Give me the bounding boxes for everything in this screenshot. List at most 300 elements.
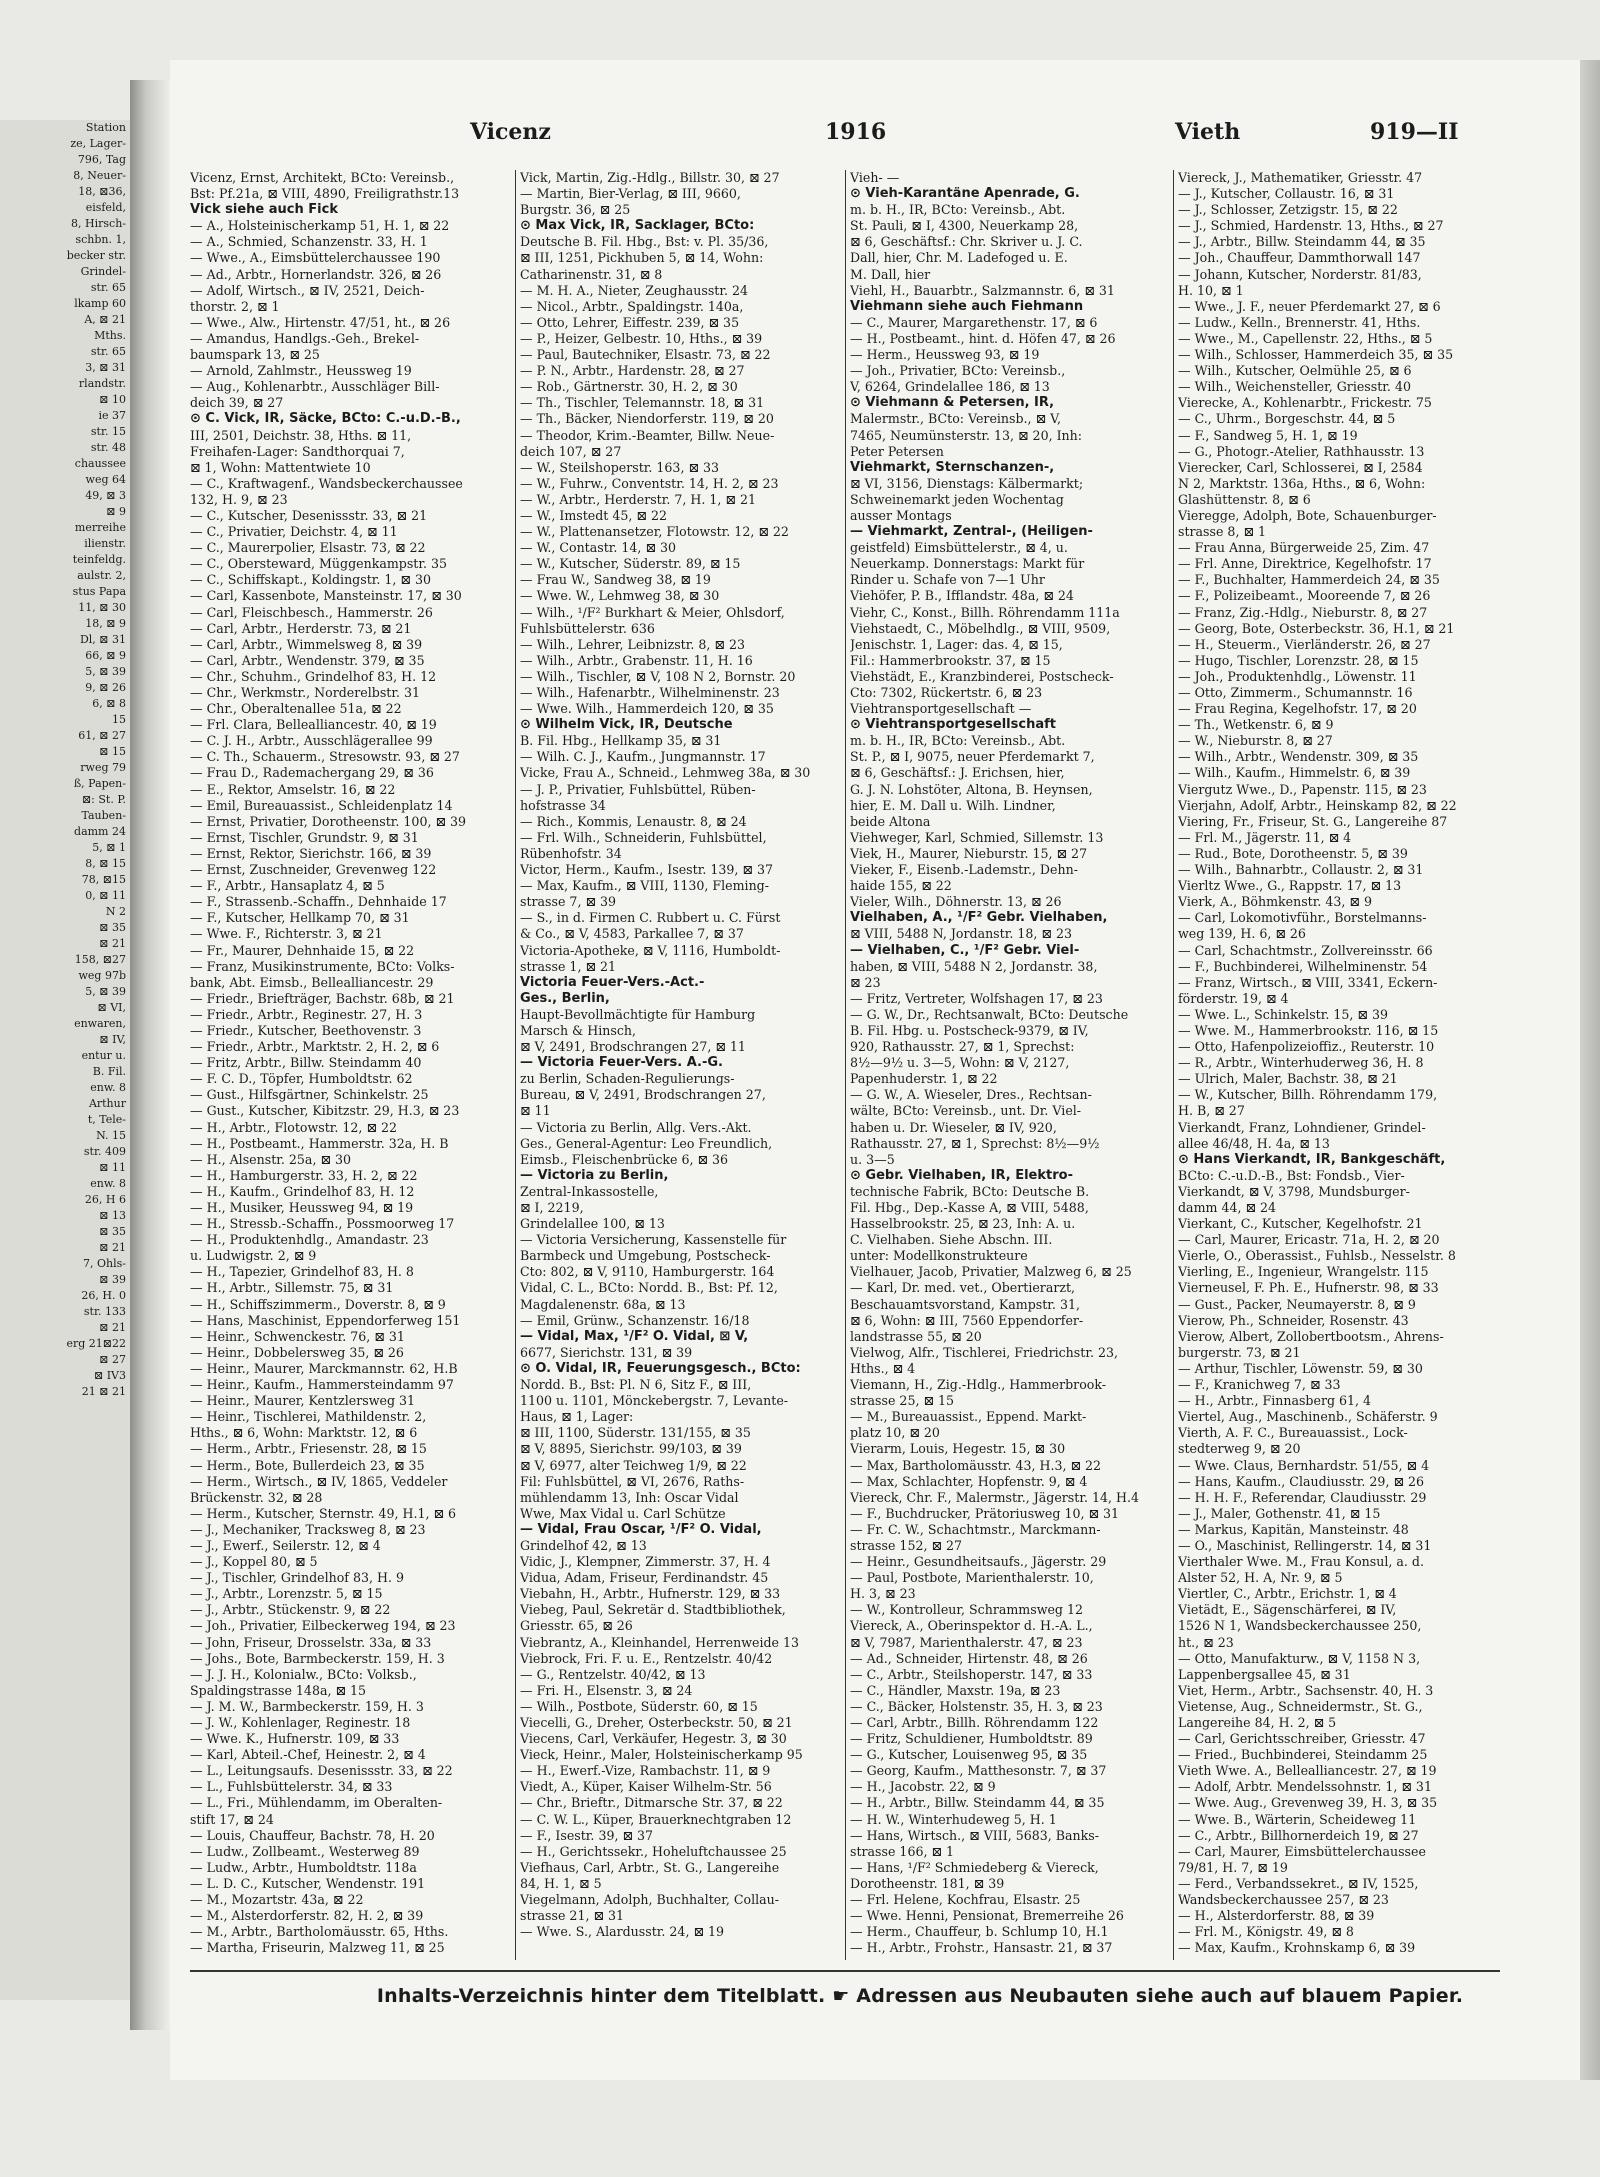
directory-entry: Papenhuderstr. 1, ⊠ 22 xyxy=(850,1071,998,1087)
directory-entry: — H., Arbtr., Finnasberg 61, 4 xyxy=(1178,1393,1372,1409)
directory-entry: — Vidal, Frau Oscar, ¹/F² O. Vidal, xyxy=(520,1521,762,1537)
directory-entry: N 2, Marktstr. 136a, Hths., ⊠ 6, Wohn: xyxy=(1178,475,1426,491)
directory-entry: — J., Arbtr., Billw. Steindamm 44, ⊠ 35 xyxy=(1178,234,1426,250)
directory-entry: — Carl, Arbtr., Billh. Röhrendamm 122 xyxy=(850,1715,1099,1730)
directory-entry: — C., Händler, Maxstr. 19a, ⊠ 23 xyxy=(850,1682,1061,1698)
directory-entry: Haupt-Bevollmächtigte für Hamburg xyxy=(520,1006,756,1022)
directory-entry: — Rob., Gärtnerstr. 30, H. 2, ⊠ 30 xyxy=(520,379,738,395)
directory-entry: — Heinr., Kaufm., Hammersteindamm 97 xyxy=(190,1377,454,1393)
directory-entry: Vierling, E., Ingenieur, Wrangelstr. 115 xyxy=(1178,1264,1429,1280)
footer-rule xyxy=(190,1970,1500,1972)
directory-entry: — Carl, Fleischbesch., Hammerstr. 26 xyxy=(190,604,433,620)
directory-entry: bank, Abt. Eimsb., Bellealliancestr. 29 xyxy=(190,974,434,990)
left-page-fragment: 21 ⊠ 21 xyxy=(81,1385,126,1398)
left-page-fragment: 26, H. 0 xyxy=(81,1289,126,1302)
directory-entry: — Ernst, Tischler, Grundstr. 9, ⊠ 31 xyxy=(190,829,419,845)
directory-entry: Vierarm, Louis, Hegestr. 15, ⊠ 30 xyxy=(850,1441,1066,1457)
left-page-fragment: aulstr. 2, xyxy=(77,569,126,582)
left-page-fragment: Station xyxy=(85,121,126,134)
directory-entry: platz 10, ⊠ 20 xyxy=(850,1425,940,1441)
page-header xyxy=(190,115,1480,155)
directory-entry: strasse 166, ⊠ 1 xyxy=(850,1843,955,1859)
directory-entry: B. Fil. Hbg. u. Postscheck-9379, ⊠ IV, xyxy=(850,1022,1089,1038)
directory-entry: Burgstr. 36, ⊠ 25 xyxy=(520,202,631,218)
directory-entry: — Wwe. Henni, Pensionat, Bremerreihe 26 xyxy=(850,1908,1124,1924)
directory-entry: Viebeg, Paul, Sekretär d. Stadtbibliothek, xyxy=(520,1602,786,1618)
directory-entry: — Ludw., Zollbeamt., Westerweg 89 xyxy=(190,1843,420,1859)
directory-entry: — Heinr., Maurer, Kentzlersweg 31 xyxy=(190,1393,416,1409)
directory-entry: H. 10, ⊠ 1 xyxy=(1178,282,1244,298)
left-page-fragment: str. 48 xyxy=(90,441,126,454)
directory-entry: — A., Holsteinischerkamp 51, H. 1, ⊠ 22 xyxy=(190,218,450,234)
left-page-fragment: 3, ⊠ 31 xyxy=(85,361,126,374)
directory-entry: — Carl, Arbtr., Herderstr. 73, ⊠ 21 xyxy=(190,620,412,636)
directory-entry: — G., Rentzelstr. 40/42, ⊠ 13 xyxy=(520,1666,706,1682)
directory-entry: BCto: C.-u.D.-B., Bst: Fondsb., Vier- xyxy=(1178,1167,1405,1183)
directory-entry: — C., Maurerpolier, Elsastr. 73, ⊠ 22 xyxy=(190,540,426,556)
directory-entry: Vierjahn, Adolf, Arbtr., Heinskamp 82, ⊠ 22 xyxy=(1178,797,1457,813)
directory-entry: — Franz, Zig.-Hdlg., Nieburstr. 8, ⊠ 27 xyxy=(1178,604,1428,620)
left-page-fragment: 26, H 6 xyxy=(84,1193,126,1206)
left-page-fragment: rweg 79 xyxy=(80,761,126,774)
directory-entry: m. b. H., IR, BCto: Vereinsb., Abt. xyxy=(850,202,1066,218)
directory-entry: strasse 152, ⊠ 27 xyxy=(850,1537,963,1553)
directory-entry: — Markus, Kapitän, Mansteinstr. 48 xyxy=(1178,1521,1409,1537)
directory-entry: — Wilh., Kutscher, Oelmühle 25, ⊠ 6 xyxy=(1178,363,1412,379)
directory-entry: ⊙ Hans Vierkandt, IR, Bankgeschäft, xyxy=(1178,1151,1446,1167)
left-page-fragment: A, ⊠ 21 xyxy=(84,313,126,326)
directory-entry: ⊠ V, 2491, Brodschrangen 27, ⊠ 11 xyxy=(520,1039,746,1055)
directory-entry: 132, H. 9, ⊠ 23 xyxy=(190,491,288,507)
directory-entry: — Wilh., ¹/F² Burkhart & Meier, Ohlsdorf, xyxy=(520,604,785,620)
directory-entry: — F. C. D., Töpfer, Humboldtstr. 62 xyxy=(190,1071,413,1087)
directory-entry: ⊙ C. Vick, IR, Säcke, BCto: C.-u.D.-B., xyxy=(190,411,461,427)
directory-entry: 6677, Sierichstr. 131, ⊠ 39 xyxy=(520,1344,693,1360)
directory-entry: Cto: 7302, Rückertstr. 6, ⊠ 23 xyxy=(850,685,1043,700)
directory-entry: V, 6264, Grindelallee 186, ⊠ 13 xyxy=(850,379,1050,395)
directory-entry: Grindelhof 42, ⊠ 13 xyxy=(520,1537,647,1553)
directory-entry: Spaldingstrasse 148a, ⊠ 15 xyxy=(190,1682,367,1698)
directory-entry: Viehweger, Karl, Schmied, Sillemstr. 13 xyxy=(850,829,1104,845)
directory-entry: wälte, BCto: Vereinsb., unt. Dr. Viel- xyxy=(850,1103,1082,1119)
directory-entry: Vierkandt, ⊠ V, 3798, Mundsburger- xyxy=(1178,1183,1410,1199)
directory-entry: — L., Leitungsaufs. Desenissstr. 33, ⊠ 22 xyxy=(190,1763,453,1779)
left-page-fragment: stus Papa xyxy=(72,585,126,598)
directory-entry: — W., Kutscher, Billh. Röhrendamm 179, xyxy=(1178,1087,1438,1103)
directory-entry: — Fritz, Schuldiener, Humboldtstr. 89 xyxy=(850,1731,1093,1747)
directory-entry: Viek, H., Maurer, Nieburstr. 15, ⊠ 27 xyxy=(850,845,1088,861)
left-page-fragment: ⊠ 21 xyxy=(99,1321,126,1334)
directory-entry: — Chr., Oberaltenallee 51a, ⊠ 22 xyxy=(190,701,402,717)
right-page-edge xyxy=(1580,60,1600,2080)
left-page-fragment: Dl, ⊠ 31 xyxy=(79,633,126,646)
left-page-fragment: 66, ⊠ 9 xyxy=(85,649,126,662)
directory-entry: — J., Tischler, Grindelhof 83, H. 9 xyxy=(190,1570,405,1586)
left-page-fragment: 158, ⊠27 xyxy=(74,953,126,966)
directory-entry: — Ludw., Arbtr., Humboldtstr. 118a xyxy=(190,1859,417,1875)
directory-entry: Viebrock, Fri. F. u. E., Rentzelstr. 40/42 xyxy=(520,1650,773,1666)
directory-entry: — W., Nieburstr. 8, ⊠ 27 xyxy=(1178,733,1333,749)
directory-entry: Haus, ⊠ 1, Lager: xyxy=(520,1409,634,1425)
left-page-fragment: 8, ⊠ 15 xyxy=(85,857,126,870)
directory-entry: — Th., Bäcker, Niendorferstr. 119, ⊠ 20 xyxy=(520,411,774,427)
directory-entry: — H., Arbtr., Flotowstr. 12, ⊠ 22 xyxy=(190,1119,398,1135)
directory-entry: — Vielhaben, C., ¹/F² Gebr. Viel- xyxy=(850,942,1080,958)
directory-entry: — Carl, Maurer, Ericastr. 71a, H. 2, ⊠ 20 xyxy=(1178,1232,1440,1248)
directory-entry: — G., Kutscher, Louisenweg 95, ⊠ 35 xyxy=(850,1747,1088,1763)
directory-entry: Vierk, A., Böhmkenstr. 43, ⊠ 9 xyxy=(1178,894,1372,910)
left-page-fragment: eisfeld, xyxy=(85,201,126,214)
directory-entry: Vielwog, Alfr., Tischlerei, Friedrichstr. 23, xyxy=(850,1344,1118,1360)
directory-entry: — G. W., A. Wieseler, Dres., Rechtsan- xyxy=(850,1087,1092,1103)
directory-entry: — Herm., Chauffeur, b. Schlump 10, H.1 xyxy=(850,1924,1109,1940)
directory-entry: — Fri. H., Elsenstr. 3, ⊠ 24 xyxy=(520,1682,693,1698)
directory-entry: ⊠ 1, Wohn: Mattentwiete 10 xyxy=(190,459,371,475)
directory-entry: — Ludw., Kelln., Brennerstr. 41, Hths. xyxy=(1178,314,1421,330)
directory-entry: — F., Buchbinderei, Wilhelminenstr. 54 xyxy=(1178,958,1428,974)
column-divider xyxy=(845,170,846,1960)
directory-entry: — H., Jacobstr. 22, ⊠ 9 xyxy=(850,1779,996,1795)
directory-entry: Glashüttenstr. 8, ⊠ 6 xyxy=(1178,491,1311,507)
directory-entry: Freihafen-Lager: Sandthorquai 7, xyxy=(190,443,405,459)
directory-entry: — Ad., Arbtr., Hornerlandstr. 326, ⊠ 26 xyxy=(190,266,442,282)
directory-entry: ausser Montags xyxy=(850,507,952,523)
directory-entry: — Wwe. W., Lehmweg 38, ⊠ 30 xyxy=(520,588,720,604)
directory-entry: ⊠ V, 7987, Marienthalerstr. 47, ⊠ 23 xyxy=(850,1634,1083,1650)
directory-entry: H. B, ⊠ 27 xyxy=(1178,1103,1245,1119)
directory-entry: Vick, Martin, Zig.-Hdlg., Billstr. 30, ⊠ 27 xyxy=(520,170,780,185)
directory-entry: — Hans, Kaufm., Claudiusstr. 29, ⊠ 26 xyxy=(1178,1473,1425,1489)
left-page-fragment: ie 37 xyxy=(98,409,126,422)
directory-entry: — Emil, Bureauassist., Schleidenplatz 14 xyxy=(190,797,453,813)
directory-entry: ⊠ III, 1251, Pickhuben 5, ⊠ 14, Wohn: xyxy=(520,250,764,266)
left-page-fragment: 15 xyxy=(112,713,126,726)
directory-entry: Wwe, Max Vidal u. Carl Schütze xyxy=(520,1505,726,1521)
left-page-fragment: rlandstr. xyxy=(78,377,126,390)
directory-entry: — W., Kontrolleur, Schrammsweg 12 xyxy=(850,1602,1084,1618)
directory-entry: Brückenstr. 32, ⊠ 28 xyxy=(190,1489,323,1505)
directory-entry: weg 139, H. 6, ⊠ 26 xyxy=(1178,926,1306,942)
directory-entry: ⊠ 6, Wohn: ⊠ III, 7560 Eppendorfer- xyxy=(850,1312,1084,1328)
directory-entry: — Paul, Postbote, Marienthalerstr. 10, xyxy=(850,1570,1094,1586)
directory-entry: — C., Kraftwagenf., Wandsbeckerchaussee xyxy=(190,475,463,491)
directory-entry: — J., Kutscher, Collaustr. 16, ⊠ 31 xyxy=(1178,186,1395,202)
directory-entry: — J. W., Kohlenlager, Reginestr. 18 xyxy=(190,1715,411,1730)
directory-entry: — Max, Bartholomäusstr. 43, H.3, ⊠ 22 xyxy=(850,1457,1102,1473)
directory-entry: — F., Isestr. 39, ⊠ 37 xyxy=(520,1827,654,1843)
directory-entry: haide 155, ⊠ 22 xyxy=(850,878,952,894)
directory-entry: — Wwe., A., Eimsbüttelerchaussee 190 xyxy=(190,250,441,266)
directory-entry: — H., Arbtr., Billw. Steindamm 44, ⊠ 35 xyxy=(850,1795,1105,1811)
directory-entry: — Max, Schlachter, Hopfenstr. 9, ⊠ 4 xyxy=(850,1473,1088,1489)
directory-entry: — Wwe., J. F., neuer Pferdemarkt 27, ⊠ 6 xyxy=(1178,298,1441,314)
page-footer: Inhalts-Verzeichnis hinter dem Titelblatt. ☛ Adressen aus Neubauten siehe auch auf blauem Papier. xyxy=(376,1985,1464,2007)
directory-entry: deich 39, ⊠ 27 xyxy=(190,395,284,411)
directory-entry: Vielhaben, A., ¹/F² Gebr. Vielhaben, xyxy=(850,910,1108,926)
directory-entry: — Wilh., Tischler, ⊠ V, 108 N 2, Bornstr. 20 xyxy=(520,668,796,684)
directory-entry: 8½—9½ u. 3—5, Wohn: ⊠ V, 2127, xyxy=(850,1055,1070,1071)
directory-entry: — H., Hamburgerstr. 33, H. 2, ⊠ 22 xyxy=(190,1167,418,1183)
directory-entry: ⊠ V, 8895, Sierichstr. 99/103, ⊠ 39 xyxy=(520,1441,742,1457)
left-page-fragment: enw. 8 xyxy=(90,1177,126,1190)
directory-entry: Bureau, ⊠ V, 2491, Brodschrangen 27, xyxy=(520,1087,766,1103)
directory-entry: mühlendamm 13, Inh: Oscar Vidal xyxy=(520,1489,739,1505)
directory-entry: — W., Contastr. 14, ⊠ 30 xyxy=(520,540,677,556)
directory-entry: Nordd. B., Bst: Pl. N 6, Sitz F., ⊠ III, xyxy=(520,1377,752,1393)
left-page-fragment: teinfeldg. xyxy=(72,553,126,566)
directory-entry: — John, Friseur, Drosselstr. 33a, ⊠ 33 xyxy=(190,1634,432,1650)
directory-entry: — M., Alsterdorferstr. 82, H. 2, ⊠ 39 xyxy=(190,1908,424,1924)
directory-entry: — Arthur, Tischler, Löwenstr. 59, ⊠ 30 xyxy=(1178,1360,1423,1376)
directory-entry: strasse 8, ⊠ 1 xyxy=(1178,524,1267,540)
directory-entry: — Gust., Hilfsgärtner, Schinkelstr. 25 xyxy=(190,1087,429,1103)
directory-entry: technische Fabrik, BCto: Deutsche B. xyxy=(850,1183,1090,1199)
directory-entry: — Nicol., Arbtr., Spaldingstr. 140a, xyxy=(520,298,744,314)
directory-entry: — C., Bäcker, Holstenstr. 35, H. 3, ⊠ 23 xyxy=(850,1698,1103,1714)
directory-entry: geistfeld) Eimsbüttelerstr., ⊠ 4, u. xyxy=(850,540,1068,556)
directory-entry: landstrasse 55, ⊠ 20 xyxy=(850,1328,982,1344)
directory-entry: — F., Kranichweg 7, ⊠ 33 xyxy=(1178,1377,1341,1393)
directory-entry: 79/81, H. 7, ⊠ 19 xyxy=(1178,1859,1288,1875)
directory-page xyxy=(170,60,1580,2080)
directory-entry: allee 46/48, H. 4a, ⊠ 13 xyxy=(1178,1135,1330,1151)
directory-entry: — Frau Regina, Kegelhofstr. 17, ⊠ 20 xyxy=(1178,701,1417,717)
directory-entry: — Louis, Chauffeur, Bachstr. 78, H. 20 xyxy=(190,1827,435,1843)
directory-entry: — L. D. C., Kutscher, Wendenstr. 191 xyxy=(190,1875,426,1891)
directory-entry: — H., Kaufm., Grindelhof 83, H. 12 xyxy=(190,1183,415,1199)
directory-entry: — M., Bureauassist., Eppend. Markt- xyxy=(850,1409,1087,1425)
directory-entry: — Frau Anna, Bürgerweide 25, Zim. 47 xyxy=(1178,540,1430,556)
directory-entry: Fuhlsbüttelerstr. 636 xyxy=(520,620,655,636)
left-page-fragment: 11, ⊠ 30 xyxy=(78,601,126,614)
directory-entry: — H., Schiffszimmerm., Doverstr. 8, ⊠ 9 xyxy=(190,1296,446,1312)
left-page-fragment: 49, ⊠ 3 xyxy=(85,489,126,502)
directory-entry: Viergutz Wwe., D., Papenstr. 115, ⊠ 23 xyxy=(1178,781,1427,797)
directory-entry: 920, Rathausstr. 27, ⊠ 1, Sprechst: xyxy=(850,1039,1075,1055)
directory-entry: Vieh- — xyxy=(850,170,900,185)
directory-entry: Ges., Berlin, xyxy=(520,990,610,1006)
directory-entry: — Karl, Abteil.-Chef, Heinestr. 2, ⊠ 4 xyxy=(190,1747,426,1763)
directory-entry: — Chr., Schuhm., Grindelhof 83, H. 12 xyxy=(190,668,437,684)
directory-entry: Deutsche B. Fil. Hbg., Bst: v. Pl. 35/36, xyxy=(520,234,769,250)
directory-entry: Viertler, C., Arbtr., Erichstr. 1, ⊠ 4 xyxy=(1178,1586,1397,1602)
directory-entry: — M., Mozartstr. 43a, ⊠ 22 xyxy=(190,1892,364,1908)
directory-entry: — W., Kutscher, Süderstr. 89, ⊠ 15 xyxy=(520,556,741,572)
directory-entry: Vierkant, C., Kutscher, Kegelhofstr. 21 xyxy=(1178,1216,1423,1232)
directory-entry: — Carl, Lokomotivführ., Borstelmanns- xyxy=(1178,910,1427,926)
directory-entry: u. 3—5 xyxy=(850,1151,895,1167)
left-page-fragment: 9, ⊠ 26 xyxy=(85,681,126,694)
page-number: 919—II xyxy=(1370,119,1459,145)
left-page-fragment: 796, Tag xyxy=(77,153,126,166)
directory-entry: Viegelmann, Adolph, Buchhalter, Collau- xyxy=(520,1892,780,1908)
directory-entry: ⊠ 11 xyxy=(520,1103,551,1119)
directory-entry: — M. H. A., Nieter, Zeughausstr. 24 xyxy=(520,282,749,298)
directory-entry: — Victoria zu Berlin, xyxy=(520,1167,669,1183)
directory-entry: ⊙ Gebr. Vielhaben, IR, Elektro- xyxy=(850,1167,1073,1183)
book-gutter xyxy=(130,80,170,2030)
left-page-fragment: ⊠ 35 xyxy=(99,1225,126,1238)
directory-entry: — J., Schmied, Hardenstr. 13, Hths., ⊠ 27 xyxy=(1178,218,1444,234)
directory-entry: — Fr., Maurer, Dehnhaide 15, ⊠ 22 xyxy=(190,942,415,958)
left-page-fragment: Arthur xyxy=(88,1097,126,1110)
directory-entry: — J. M. W., Barmbeckerstr. 159, H. 3 xyxy=(190,1698,424,1714)
directory-entry: Viebrantz, A., Kleinhandel, Herrenweide 13 xyxy=(520,1634,800,1650)
directory-entry: — Wwe., M., Capellenstr. 22, Hths., ⊠ 5 xyxy=(1178,330,1433,346)
directory-entry: — Wwe. L., Schinkelstr. 15, ⊠ 39 xyxy=(1178,1006,1388,1022)
directory-entry: Dorotheenstr. 181, ⊠ 39 xyxy=(850,1875,1005,1891)
directory-entry: — W., Fuhrw., Conventstr. 14, H. 2, ⊠ 23 xyxy=(520,475,779,491)
directory-entry: — H., Arbtr., Frohstr., Hansastr. 21, ⊠ 37 xyxy=(850,1940,1113,1956)
directory-entry: — F., Buchdrucker, Prätoriusweg 10, ⊠ 31 xyxy=(850,1505,1120,1521)
directory-entry: Vierneusel, F. Ph. E., Hufnerstr. 98, ⊠ 33 xyxy=(1178,1280,1439,1296)
left-page-fragment: ⊠ 35 xyxy=(99,921,126,934)
directory-entry: ⊙ Viehmann & Petersen, IR, xyxy=(850,395,1055,411)
directory-entry: — Paul, Bautechniker, Elsastr. 73, ⊠ 22 xyxy=(520,347,771,363)
directory-entry: Victoria Feuer-Vers.-Act.- xyxy=(520,974,705,990)
directory-entry: stift 17, ⊠ 24 xyxy=(190,1811,274,1827)
directory-entry: — C., Uhrm., Borgeschstr. 44, ⊠ 5 xyxy=(1178,411,1396,427)
directory-entry: ⊠ V, 6977, alter Teichweg 1/9, ⊠ 22 xyxy=(520,1457,747,1473)
directory-entry: — Frau W., Sandweg 38, ⊠ 19 xyxy=(520,572,711,588)
left-page-fragment: ⊠ 21 xyxy=(99,1241,126,1254)
directory-entry: St. P., ⊠ I, 9075, neuer Pferdemarkt 7, xyxy=(850,749,1095,765)
directory-entry: — F., Polizeibeamt., Mooreende 7, ⊠ 26 xyxy=(1178,588,1431,604)
header-left-keyword: Vicenz xyxy=(470,119,551,145)
directory-entry: — Franz, Wirtsch., ⊠ VIII, 3341, Eckern- xyxy=(1178,974,1438,990)
directory-entry: Vielhauer, Jacob, Privatier, Malzweg 6, ⊠ 25 xyxy=(850,1264,1132,1280)
directory-entry: — Joh., Privatier, BCto: Vereinsb., xyxy=(850,363,1066,379)
directory-entry: Vick siehe auch Fick xyxy=(190,202,338,218)
directory-entry: — Ad., Schneider, Hirtenstr. 48, ⊠ 26 xyxy=(850,1650,1088,1666)
directory-entry: Bst: Pf.21a, ⊠ VIII, 4890, Freiligrathstr.13 xyxy=(190,186,460,202)
directory-entry: Viereck, Chr. F., Malermstr., Jägerstr. 14, H.4 xyxy=(850,1489,1139,1505)
directory-entry: — Hans, ¹/F² Schmiedeberg & Viereck, xyxy=(850,1859,1099,1875)
directory-entry: — Max, Kaufm., ⊠ VIII, 1130, Fleming- xyxy=(520,878,770,894)
directory-entry: unter: Modellkonstrukteure xyxy=(850,1248,1028,1264)
directory-entry: — Arnold, Zahlmstr., Heussweg 19 xyxy=(190,363,412,379)
directory-entry: — C., Kutscher, Desenissstr. 33, ⊠ 21 xyxy=(190,507,428,523)
directory-entry: Grindelallee 100, ⊠ 13 xyxy=(520,1216,665,1232)
left-page-fragment: str. 65 xyxy=(90,281,126,294)
directory-entry: strasse 7, ⊠ 39 xyxy=(520,894,617,910)
directory-entry: — J., Maler, Gothenstr. 41, ⊠ 15 xyxy=(1178,1505,1381,1521)
directory-entry: — F., Buchhalter, Hammerdeich 24, ⊠ 35 xyxy=(1178,572,1440,588)
directory-entry: — F., Arbtr., Hansaplatz 4, ⊠ 5 xyxy=(190,878,385,894)
directory-entry: — C., Schiffskapt., Koldingstr. 1, ⊠ 30 xyxy=(190,572,432,588)
directory-entry: — Fritz, Vertreter, Wolfshagen 17, ⊠ 23 xyxy=(850,990,1103,1006)
directory-entry: — Rud., Bote, Dorotheenstr. 5, ⊠ 39 xyxy=(1178,845,1408,861)
left-page-fragment: str. 15 xyxy=(90,425,126,438)
columns-area xyxy=(190,170,1500,1960)
directory-entry: 7465, Neumünsterstr. 13, ⊠ 20, Inh: xyxy=(850,427,1083,443)
directory-entry: — Emil, Grünw., Schanzenstr. 16/18 xyxy=(520,1312,750,1328)
left-page-fragment: weg 64 xyxy=(85,473,126,486)
directory-entry: — C., Arbtr., Steilshoperstr. 147, ⊠ 33 xyxy=(850,1666,1093,1682)
directory-entry: — J., Arbtr., Lorenzstr. 5, ⊠ 15 xyxy=(190,1586,383,1602)
left-page-fragment: 8, Hirsch- xyxy=(71,217,126,230)
directory-entry: ⊙ Viehtransportgesellschaft xyxy=(850,717,1056,733)
left-page-fragment: 6, ⊠ 8 xyxy=(92,697,126,710)
directory-entry: — Carl, Gerichtsschreiber, Griesstr. 47 xyxy=(1178,1731,1426,1747)
directory-entry: C. Vielhaben. Siehe Abschn. III. xyxy=(850,1232,1053,1248)
directory-entry: — Frl. Anne, Direktrice, Kegelhofstr. 17 xyxy=(1178,556,1432,572)
left-page-fragment: 18, ⊠36, xyxy=(78,185,126,198)
directory-entry: — C. J. H., Arbtr., Ausschlägerallee 99 xyxy=(190,733,433,749)
directory-entry: & Co., ⊠ V, 4583, Parkallee 7, ⊠ 37 xyxy=(520,926,744,942)
directory-entry: ⊠ I, 2219, xyxy=(520,1200,584,1215)
directory-entry: — Frl. M., Jägerstr. 11, ⊠ 4 xyxy=(1178,829,1352,845)
directory-entry: Rübenhofstr. 34 xyxy=(520,845,622,861)
directory-entry: — H., Gerichtssekr., Hoheluftchaussee 25 xyxy=(520,1843,787,1859)
directory-entry: — S., in d. Firmen C. Rubbert u. C. Fürst xyxy=(520,910,781,926)
directory-entry: haben u. Dr. Wieseler, ⊠ IV, 920, xyxy=(850,1119,1057,1135)
directory-entry: ⊙ Max Vick, IR, Sacklager, BCto: xyxy=(520,218,755,234)
directory-entry: Beschauamtsvorstand, Kampstr. 31, xyxy=(850,1296,1080,1312)
directory-entry: hofstrasse 34 xyxy=(520,797,606,813)
directory-entry: — H., Ewerf.-Vize, Rambachstr. 11, ⊠ 9 xyxy=(520,1763,771,1779)
directory-entry: — J., Ewerf., Seilerstr. 12, ⊠ 4 xyxy=(190,1537,381,1553)
directory-entry: Lappenbergsallee 45, ⊠ 31 xyxy=(1178,1666,1351,1682)
directory-entry: Viehstaedt, C., Möbelhdlg., ⊠ VIII, 9509, xyxy=(850,620,1111,636)
directory-entry: — L., Fuhlsbüttelerstr. 34, ⊠ 33 xyxy=(190,1779,393,1795)
left-page-fragment: 5, ⊠ 1 xyxy=(92,841,126,854)
directory-entry: — Otto, Lehrer, Eiffestr. 239, ⊠ 35 xyxy=(520,314,740,330)
directory-entry: H. 3, ⊠ 23 xyxy=(850,1586,916,1602)
left-page-fragment: damm 24 xyxy=(74,825,126,838)
column-1 xyxy=(190,170,510,1960)
directory-entry: — Johann, Kutscher, Norderstr. 81/83, xyxy=(1178,266,1422,282)
left-page-fragment: ß, Papen- xyxy=(73,777,126,790)
directory-entry: Vierthaler Wwe. M., Frau Konsul, a. d. xyxy=(1178,1554,1424,1570)
directory-entry: ⊠ 6, Geschäftsf.: J. Erichsen, hier, xyxy=(850,765,1065,781)
directory-entry: — Otto, Zimmerm., Schumannstr. 16 xyxy=(1178,685,1413,700)
directory-entry: — Wilh., Lehrer, Leibnizstr. 8, ⊠ 23 xyxy=(520,636,745,652)
directory-entry: strasse 25, ⊠ 15 xyxy=(850,1393,955,1409)
left-page-fragment: ⊠ IV3 xyxy=(93,1369,126,1382)
header-right-keyword: Vieth xyxy=(1175,119,1241,145)
directory-entry: — Franz, Musikinstrumente, BCto: Volks- xyxy=(190,958,455,974)
left-page-fragment: ze, Lager- xyxy=(70,137,126,150)
directory-entry: u. Ludwigstr. 2, ⊠ 9 xyxy=(190,1248,317,1264)
directory-entry: — E., Rektor, Amselstr. 16, ⊠ 22 xyxy=(190,781,396,797)
directory-entry: — Victoria Versicherung, Kassenstelle für xyxy=(520,1232,787,1248)
directory-entry: damm 44, ⊠ 24 xyxy=(1178,1200,1277,1215)
directory-entry: — J. P., Privatier, Fuhlsbüttel, Rüben- xyxy=(520,781,756,797)
directory-entry: Viering, Fr., Friseur, St. G., Langereihe 87 xyxy=(1178,813,1448,829)
directory-entry: — Heinr., Tischlerei, Mathildenstr. 2, xyxy=(190,1409,427,1425)
directory-entry: Viefhaus, Carl, Arbtr., St. G., Langereihe xyxy=(520,1859,780,1875)
left-page-fragment: erg 21⊠22 xyxy=(66,1337,126,1350)
directory-entry: Wandsbeckerchaussee 257, ⊠ 23 xyxy=(1178,1892,1389,1908)
directory-entry: Viebahn, H., Arbtr., Hufnerstr. 129, ⊠ 33 xyxy=(520,1586,781,1602)
directory-entry: — H., Steuerm., Vierländerstr. 26, ⊠ 27 xyxy=(1178,636,1431,652)
directory-entry: — Joh., Chauffeur, Dammthorwall 147 xyxy=(1178,250,1421,266)
directory-entry: — Aug., Kohlenarbtr., Ausschläger Bill- xyxy=(190,379,440,395)
directory-entry: — Victoria Feuer-Vers. A.-G. xyxy=(520,1055,723,1071)
directory-entry: — Friedr., Kutscher, Beethovenstr. 3 xyxy=(190,1022,422,1038)
left-page-fragment: enw. 8 xyxy=(90,1081,126,1094)
directory-entry: Schweinemarkt jeden Wochentag xyxy=(850,491,1064,507)
directory-entry: Victoria-Apotheke, ⊠ V, 1116, Humboldt- xyxy=(520,942,781,958)
directory-entry: — Theodor, Krim.-Beamter, Billw. Neue- xyxy=(520,427,775,443)
directory-entry: Viedt, A., Küper, Kaiser Wilhelm-Str. 56 xyxy=(520,1779,772,1795)
directory-entry: — Joh., Privatier, Eilbeckerweg 194, ⊠ 23 xyxy=(190,1618,456,1634)
directory-entry: Vierecke, A., Kohlenarbtr., Frickestr. 75 xyxy=(1178,395,1432,411)
directory-entry: Vierth, A. F. C., Bureauassist., Lock- xyxy=(1178,1425,1408,1441)
directory-entry: Viecens, Carl, Verkäufer, Hegestr. 3, ⊠ 30 xyxy=(520,1731,787,1747)
directory-entry: — Heinr., Schwenckestr. 76, ⊠ 31 xyxy=(190,1328,405,1344)
